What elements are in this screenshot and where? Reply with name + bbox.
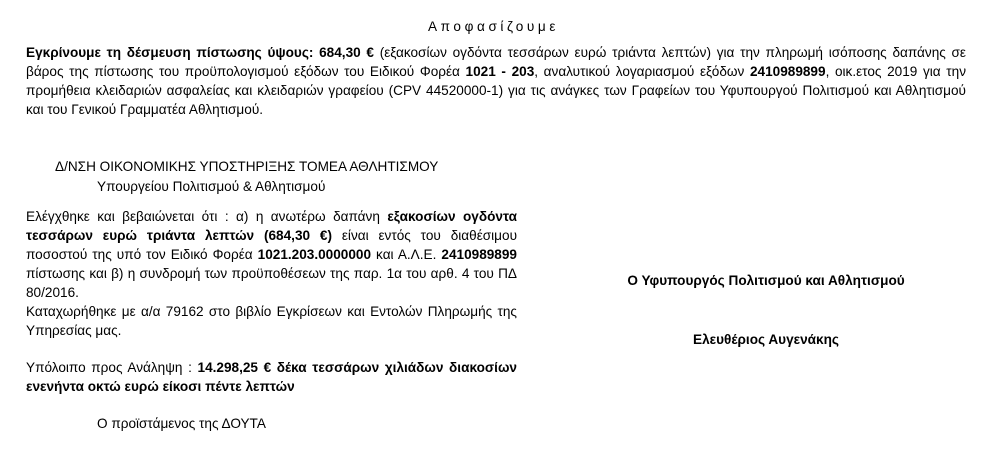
decision-paragraph bbox=[26, 43, 966, 119]
minister-title: Ο Υφυπουργός Πολιτισμού και Αθλητισμού bbox=[627, 273, 905, 288]
verification-paragraph bbox=[26, 207, 517, 302]
decision-heading: Αποφασίζουμε bbox=[427, 19, 560, 34]
ale-code: 2410989899 bbox=[441, 247, 517, 262]
decision-approval-text: Εγκρίνουμε τη δέσμευση πίστωσης ύψους: 684,30 € bbox=[26, 45, 374, 60]
registration-note: Καταχωρήθηκε με α/α 79162 στο βιβλίο Εγκρίσεων και Εντολών Πληρωμής της Υπηρεσίας μας. bbox=[26, 304, 517, 338]
expense-account-code: 2410989899 bbox=[749, 64, 826, 79]
verification-block bbox=[26, 207, 517, 340]
verification-text-4: πίστωσης και β) η συνδρομή των προϋποθέσεων της παρ. 1α του αρθ. 4 του ΠΔ 80/2016. bbox=[26, 266, 517, 300]
minister-name: Ελευθέριος Αυγενάκης bbox=[693, 332, 839, 347]
department-name: Δ/ΝΣΗ ΟΙΚΟΝΟΜΙΚΗΣ ΥΠΟΣΤΗΡΙΞΗΣ ΤΟΜΕΑ ΑΘΛΗΤΙΣΜΟΥ bbox=[55, 159, 439, 174]
special-body-code: 1021 - 203 bbox=[465, 64, 535, 79]
verification-text-3: και Α.Λ.Ε. bbox=[371, 247, 442, 262]
decision-text-2: , αναλυτικού λογαριασμού εξόδων bbox=[534, 64, 750, 79]
verified-amount: εξακοσίων ογδόντα τεσσάρων ευρώ τριάντα λεπτών (684,30 €) bbox=[26, 209, 517, 243]
budget-code: 1021.203.0000000 bbox=[257, 247, 372, 262]
balance-paragraph bbox=[26, 358, 517, 396]
verification-text-1: Ελέγχθηκε και βεβαιώνεται ότι : α) η ανωτέρω δαπάνη bbox=[26, 209, 388, 224]
ministry-name: Υπουργείου Πολιτισμού & Αθλητισμού bbox=[97, 179, 326, 194]
head-of-department-signature: Ο προϊστάμενος της ΔΟΥΤΑ bbox=[97, 416, 266, 431]
decision-text-3: , οικ.ετος 2019 για την προμήθεια κλειδαριών ασφαλείας και κλειδαριών γραφείου (CPV 44520000-1) για τις ανάγκες των Γραφείων του Υφυπουργού Πολιτισμού και Αθλητισμού και του Γενικού Γραμματέα Αθλητισμού. bbox=[26, 64, 967, 117]
verification-text-2: είναι εντός του διαθέσιμου ποσοστού της υπό τον Ειδικό Φορέα bbox=[26, 228, 517, 262]
balance-label: Υπόλοιπο προς Ανάληψη : bbox=[26, 360, 198, 375]
decision-text-1: (εξακοσίων ογδόντα τεσσάρων ευρώ τριάντα λεπτών) για την πληρωμή ισόποσης δαπάνης σε βάρος της πίστωσης του προϋπολογισμού εξόδων του Ειδικού Φορέα bbox=[26, 45, 966, 79]
balance-amount: 14.298,25 € δέκα τεσσάρων χιλιάδων διακοσίων ενενήντα οκτώ ευρώ είκοσι πέντε λεπτών bbox=[26, 360, 517, 394]
